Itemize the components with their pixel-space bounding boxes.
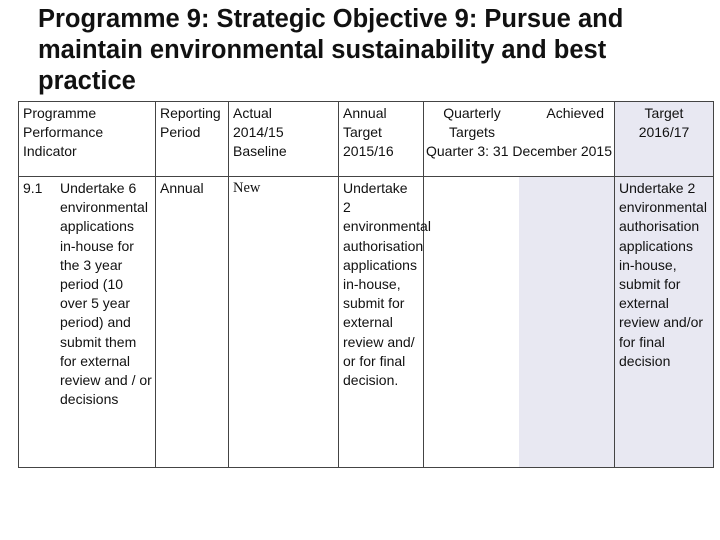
table-row: [19, 177, 714, 468]
header-quarterly-targets: [424, 102, 615, 177]
indicator-text: Undertake 6 environmental applications in-house for the 3 year period (10 over 5 year period) and submit them for external review and / or decisions: [60, 180, 152, 408]
header-achieved-label: Achieved: [546, 105, 604, 121]
cell-achieved: [519, 177, 614, 467]
header-target-next: Target 2016/17: [615, 102, 714, 177]
indicator-number: 9.1: [23, 180, 43, 196]
cell-quarterly-target: [424, 177, 519, 467]
table-header-row: [19, 102, 714, 177]
header-quarter-date: Quarter 3: 31 December 2015: [426, 143, 612, 160]
header-baseline: Actual 2014/15 Baseline: [229, 102, 339, 177]
cell-indicator: [19, 177, 156, 468]
header-indicator: Programme Performance Indicator: [19, 102, 156, 177]
cell-annual-target: Undertake 2 environmental authorisation applications in-house, submit for external review and/ or for final decision.: [339, 177, 424, 468]
cell-target-next: Undertake 2 environmental authorisation applications in-house, submit for external review and/or for final decision: [615, 177, 714, 468]
cell-quarterly: [424, 177, 615, 468]
cell-period: Annual: [156, 177, 229, 468]
performance-table: [18, 101, 714, 468]
header-annual-target: Annual Target 2015/16: [339, 102, 424, 177]
header-period: Reporting Period: [156, 102, 229, 177]
page-title: Programme 9: Strategic Objective 9: Pursue and maintain environmental sustainability and best practice: [38, 5, 624, 95]
cell-baseline: New: [229, 177, 339, 468]
header-quarterly-label: Quarterly Targets: [443, 105, 501, 141]
